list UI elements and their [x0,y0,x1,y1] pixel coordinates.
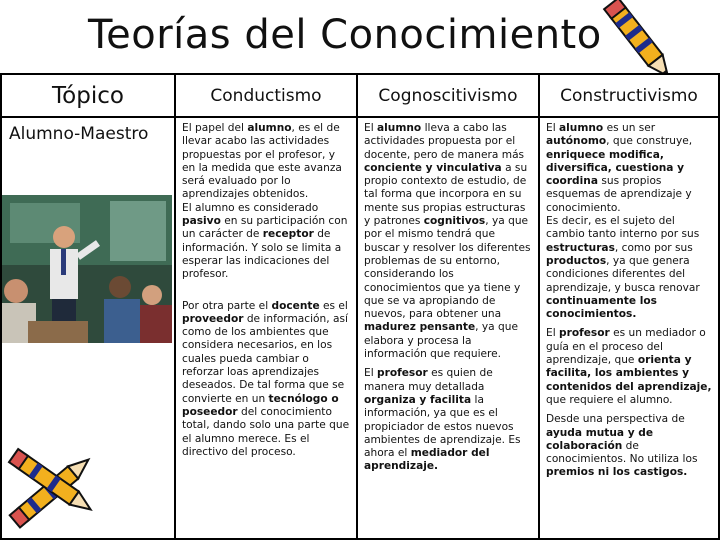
header-conductismo: Conductismo [176,75,356,116]
bold-term: productos [546,254,607,267]
bold-term: tecnólogo o poseedor [182,392,339,418]
text-run: Por otra parte el [182,299,272,312]
header-constructivismo: Constructivismo [540,75,718,116]
constructivismo-paragraph [546,327,712,407]
bold-term: conciente y vinculativa [364,161,502,174]
bold-term: cognitivos [423,215,486,228]
bold-term: enriquece modifica, diversifica, cuestiona y coordina [546,148,685,188]
text-run: El [364,122,378,134]
text-run: , ya que por el mismo tendrá que buscar y resolver los diferentes problemas de su entorno, considerando los conocimientos que ya tiene y que se va apropiando de nuevos, para obtener una [364,215,531,321]
text-run: El [364,367,378,380]
conductismo-cell [176,118,356,538]
bold-term: estructuras [546,241,615,254]
text-run: es un ser [603,122,656,134]
conductismo-paragraph [182,300,350,460]
bold-term: mediador del aprendizaje. [364,447,490,473]
text-run: es el [319,299,348,312]
text-run: a su propio contexto de estudio, de tal forma que incorpora en su mente sus propias estructuras y patrones [364,161,528,228]
bold-term: organiza y facilita [364,393,472,406]
text-run: sus propios esquemas de aprendizaje y conocimiento. [546,175,692,214]
bold-term: docente [271,299,320,312]
bold-term: proveedor [182,312,244,325]
bold-term: pasivo [182,215,221,228]
theories-table [0,73,720,540]
row-label-cell [2,118,174,538]
bold-term: profesor [377,367,428,380]
bold-term: autónomo [546,135,607,148]
text-run: lleva a cabo las actividades propuesta por el docente, pero de manera más [364,122,525,161]
constructivismo-paragraph [546,413,712,479]
text-run: El papel del [182,122,248,134]
cognoscitivismo-paragraph [364,122,532,361]
row-label: Alumno-Maestro [9,124,149,144]
text-run: Desde una perspectiva de [546,413,685,426]
text-run: que requiere el alumno. [546,393,673,406]
text-run: El [546,327,560,340]
crossed-pencils-icon [2,436,112,536]
text-run: , que construye, [606,135,693,148]
constructivismo-paragraph [546,122,712,215]
text-run: El [546,122,560,134]
bold-term: profesor [559,327,610,340]
header-cognoscitivismo: Cognoscitivismo [358,75,538,116]
classroom-photo [2,195,172,343]
text-run: la información, ya que es el propiciador de estos nuevos ambientes de aprendizaje. Es ahora el [364,393,521,460]
bold-term: alumno [247,122,292,134]
text-run: de información, así como de los ambientes que considera necesarios, en los cuales pueda cambiar o reforzar loas aprendizajes deseados. De tal forma que se convierte en un [182,312,348,405]
text-run: es un mediador o guía en el proceso del aprendizaje, que [546,327,706,367]
text-run: es quien de manera muy detallada [364,367,493,393]
bold-term: orienta y facilita, los ambientes y contenidos del aprendizaje, [546,354,712,393]
text-run: El alumno es considerado [182,201,319,214]
bold-term: receptor [262,228,314,241]
cognoscitivismo-cell [358,118,538,538]
text-run: , ya que genera condiciones diferentes del aprendizaje, y busca renovar [546,254,700,294]
cognoscitivismo-paragraph [364,367,532,473]
constructivismo-cell [540,118,718,538]
text-run: Es decir, es el sujeto del cambio tanto interno por sus [546,215,700,241]
text-run: de conocimientos. No utiliza los [546,439,698,466]
text-run: , es el de llevar acabo las actividades propuestas por el profesor, y en la medida que este avanza será evaluado por lo aprendizajes obtenidos. [182,122,342,201]
constructivismo-paragraph [546,215,712,321]
header-topic: Tópico [2,75,174,116]
text-run: , como por sus [614,241,693,254]
bold-term: madurez pensante [364,321,476,334]
conductismo-paragraph [182,202,350,282]
conductismo-paragraph [182,122,350,202]
text-run: en su participación con un carácter de [182,215,348,241]
bold-term: continuamente los conocimientos. [546,294,657,321]
text-run: de información. Y solo se limita a esperar las indicaciones del profesor. [182,228,342,281]
bold-term: ayuda mutua y de colaboración [546,426,654,452]
bold-term: alumno [559,122,604,134]
page-title: Teorías del Conocimiento [88,12,602,58]
bold-term: alumno [377,122,422,134]
text-run: , ya que elabora y procesa la información que requiere. [364,321,518,361]
bold-term: premios ni los castigos. [546,466,688,479]
text-run: del conocimiento total, dando solo una parte que el alumno merece. Es el directivo del proceso. [182,405,350,458]
